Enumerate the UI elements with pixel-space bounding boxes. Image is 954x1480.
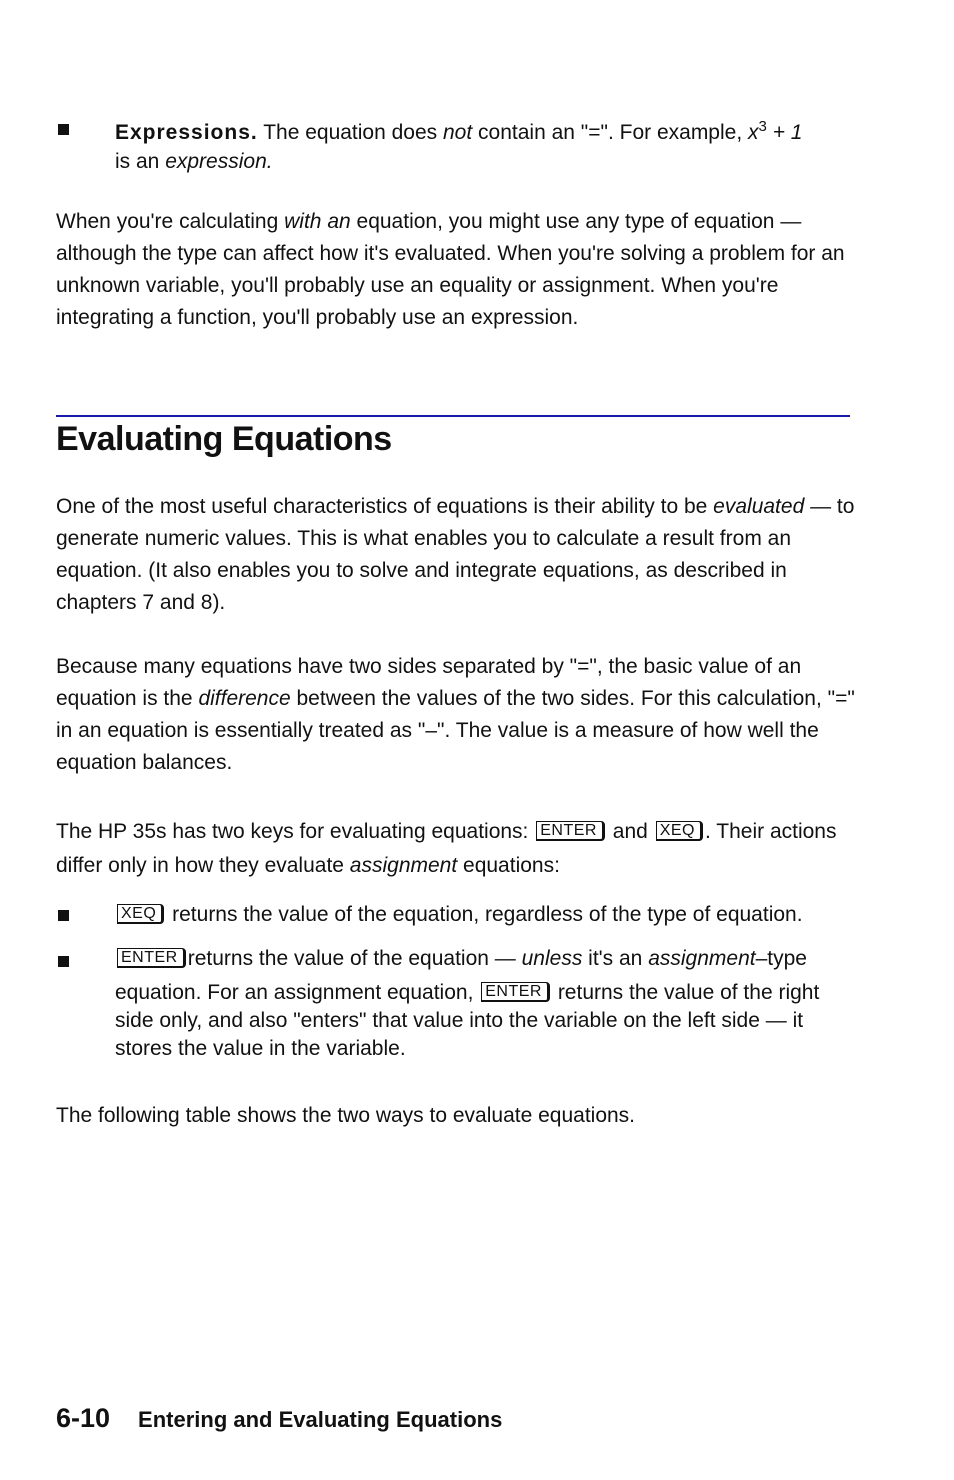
bullet-enter: ENTER returns the value of the equation — unless it's an assignment–type equation. For an assignment equation, ENTER returns the value of the right side only, and also "enters" that value into the variable on the left side — it stores the value in the variable. [115, 947, 820, 1060]
chapter-title: Entering and Evaluating Equations [138, 1407, 503, 1432]
enter-key: ENTER [481, 982, 550, 1002]
bullet-marker [58, 910, 69, 921]
expressions-label: Expressions. [115, 121, 258, 144]
paragraph-calculating: When you're calculating with an equation, you might use any type of equation — although the type can affect how it's evaluated. When you're solving a problem for an unknown variable, you'll probably use an equality or assignment. When you're integrating a function, you'll probably use an expression. [56, 210, 845, 329]
paragraph-difference: Because many equations have two sides separated by "=", the basic value of an equation is the difference between the values of the two sides. For this calculation, "=" in an equation is essentially treated as "–". The value is a measure of how well the equation balances. [56, 655, 855, 774]
xeq-key: XEQ [656, 821, 703, 841]
paragraph-keys: The HP 35s has two keys for evaluating equations: ENTER and XEQ . Their actions differ only in how they evaluate assignment equations: [56, 820, 837, 877]
page-footer [56, 1403, 502, 1434]
page-number: 6-10 [56, 1403, 111, 1433]
enter-key: ENTER [117, 948, 186, 968]
paragraph-table-intro: The following table shows the two ways to evaluate equations. [56, 1104, 636, 1127]
xeq-key: XEQ [117, 904, 164, 924]
paragraph-evaluated: One of the most useful characteristics of equations is their ability to be evaluated — to generate numeric values. This is what enables you to calculate a result from an equation. (It also enables you to solve and integrate equations, as described in chapters 7 and 8). [56, 495, 855, 614]
section-rule [56, 415, 850, 417]
section-heading: Evaluating Equations [56, 420, 392, 458]
expressions-bullet: Expressions. The equation does not contain an "=". For example, $x^3 + 1$ is an expression. [115, 118, 803, 173]
bullet-marker [58, 124, 69, 135]
bullet-marker [58, 956, 69, 967]
bullet-xeq: XEQ returns the value of the equation, regardless of the type of equation. [115, 899, 855, 931]
enter-key: ENTER [536, 821, 605, 841]
